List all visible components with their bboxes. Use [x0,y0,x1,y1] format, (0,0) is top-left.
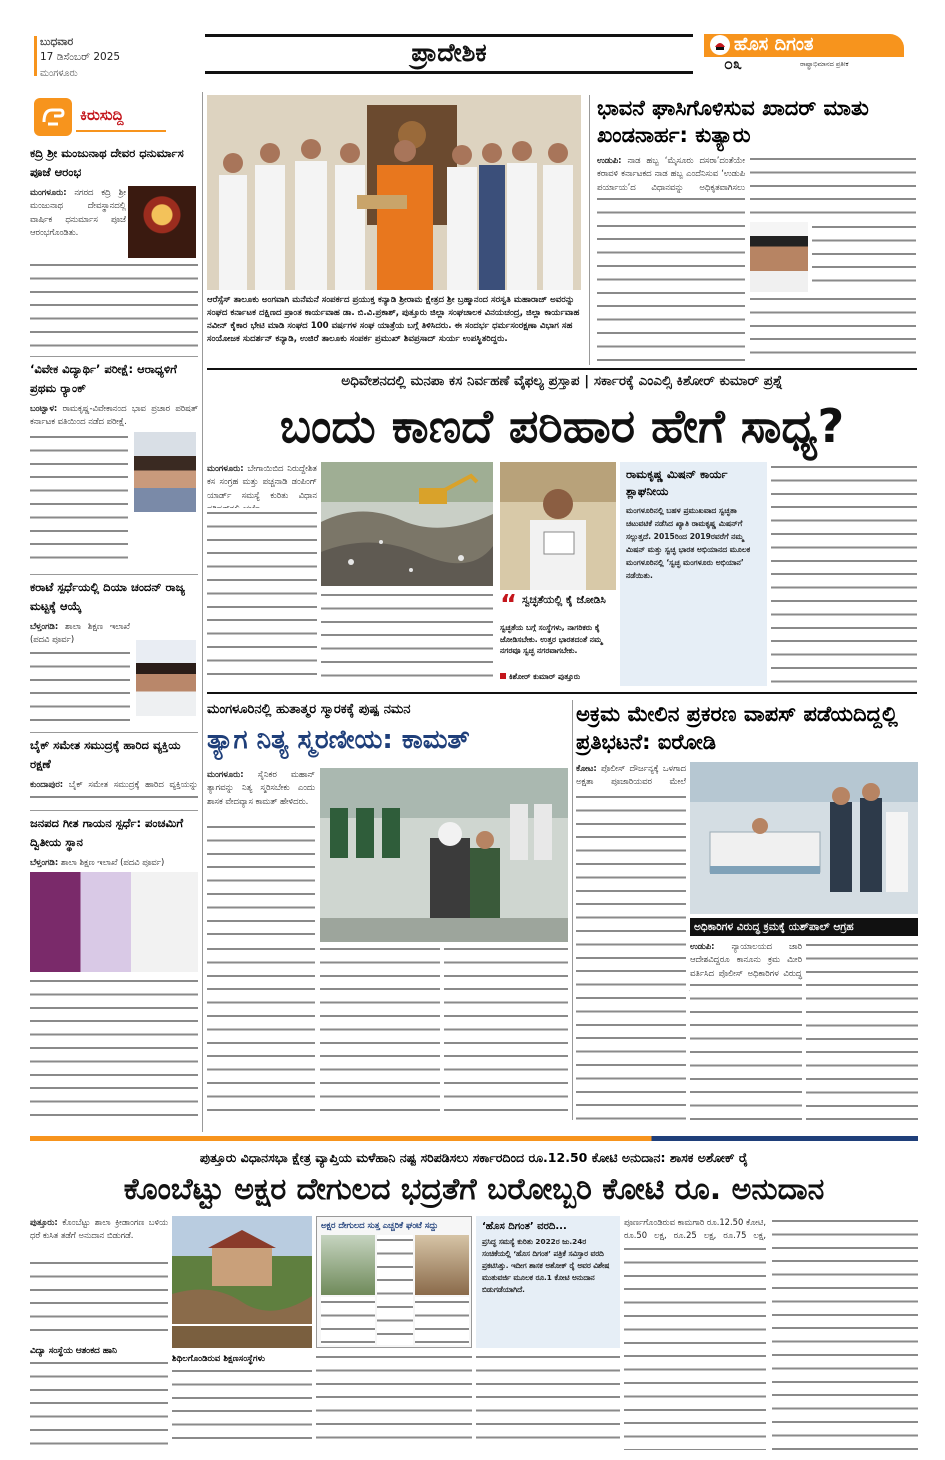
kirusuddi-text-5 [30,976,198,1126]
quote-title: ಸ್ವಚ್ಛತೆಯಲ್ಲಿ ಕೈ ಜೋಡಿಸಿ [522,594,606,606]
kamath-col-2 [320,944,440,1120]
kamath-col-1 [207,822,315,942]
page-number: ೦೩ [724,54,742,73]
yashpal-headline: ಅಧಿಕಾರಿಗಳ ವಿರುದ್ಧ ಕ್ರಮಕ್ಕೆ ಯಶ್‌ಪಾಲ್ ಆಗ್ರಹ [690,918,918,936]
report-box-text: ಪ್ರಸಿದ್ಧ ಸಮಸ್ಯೆ ಕುರಿತು 2022ರ ಜು.24ರ ಸಂಚಿಕೆಯಲ್ಲಿ ‘ಹೊಸ ದಿಗಂತ’ ಪತ್ರಿಕೆ ಸವಿಸ್ತಾರ ವರದಿ ಪ್ರಕಟಿಸಿತ್ತು. ಇದೀಗ ಶಾಸಕ ಅಶೋಕ್ ರೈ ಅವರ ವಿಶೇಷ ಮುತುವರ್ಜಿ ಮೂಲಕ ರೂ.1 ಕೋಟಿ ಅನುದಾನ ಬಿಡುಗಡೆಯಾಗಿದೆ. [482,1237,610,1294]
kirusuddi-headline-1: ಕದ್ರಿ ಶ್ರೀ ಮಂಜುನಾಥ ದೇವರ ಧನುರ್ಮಾಸ ಪೂಜೆ ಆರಂಭ [30,146,184,179]
clipping-photo [321,1235,375,1295]
war-memorial-photo [320,768,568,942]
kamath-col-1b [207,944,315,1120]
kamath-kicker: ಮಂಗಳೂರಿನಲ್ಲಿ ಹುತಾತ್ಮರ ಸ್ಮಾರಕಕ್ಕೆ ಪುಷ್ಪ ನಮನ [207,702,411,717]
kirusuddi-item-5-area [30,1120,198,1130]
bottom-subhead: ವಿದ್ಯಾ ಸಂಸ್ಥೆಯ ಆತಂಕದ ಹಾನಿ [30,1346,117,1356]
kirusuddi-headline-3: ಕರಾಟೆ ಸ್ಪರ್ಧೆಯಲ್ಲಿ ದಿಯಾ ಚಂದನ್ ರಾಜ್ಯ ಮಟ್ಟಕ್ಕೆ ಆಯ್ಕೆ [30,580,185,613]
main-body: ಮಂಗಳೂರು: ಬೇಗಾಯಿಬಿದ ನಿರುದ್ದೇಶಿತ ಕಸ ಸಂಗ್ರಹ ಮತ್ತು ಪಚ್ಚನಾಡಿ ಡಂಪಿಂಗ್ ಯಾರ್ಡ್ ಸಮಸ್ಯೆ ಕುರಿತು ವಿಧಾನ [207,463,317,500]
main-kicker: ಅಧಿವೇಶನದಲ್ಲಿ ಮನಪಾ ಕಸ ನಿರ್ವಹಣೆ ವೈಫಲ್ಯ ಪ್ರಸ್ತಾಪ | ಸರ್ಕಾರಕ್ಕೆ ಎಂಎಲ್ಸಿ ಕಿಶೋರ್ ಕುಮಾರ್ ಪ್ರಶ್ನೆ [341,373,783,389]
old-clipping [316,1216,472,1348]
masthead-date: 17 ಡಿಸೆಂಬರ್ 2025 [40,51,121,63]
quote-byline: ಕಿಶೋರ್ ಕುಮಾರ್ ಪುತ್ತೂರು [500,672,616,682]
paper-name: ಹೊಸ ದಿಗಂತ [734,34,814,55]
rss-visit-caption: ಆರೆಸ್ಸೆಸ್ ತಾಲೂಕು ಅಂಗವಾಗಿ ಮನೆಮನೆ ಸಂಪರ್ಕದ ಪ್ರಯುಕ್ತ ಕನ್ಯಾಡಿ ಶ್ರೀರಾಮ ಕ್ಷೇತ್ರದ ಶ್ರೀ ಬ್ರಹ್ಮಾನಂದ ಸರಸ್ವತಿ ಮಹಾರಾಜ್ ಅವರನ್ನು ಸಂಘದ ಕರ್ನಾಟಕ ದಕ್ಷಿಣದ ಪ್ರಾಂತ ಕಾರ್ಯವಾಹ ಡಾ. ಬಿ.ವಿ.ಪ್ರಕಾಶ್, ಪುತ್ತೂರು ಜಿಲ್ಲಾ ಸಂಘಚಾಲಕ ವಿನಯಚಂದ್ರ, ಜಿಲ್ಲಾ ಕಾರ್ಯವಾಹ ನವೀನ್ ಕೈಕಾರ ಭೇಟಿ ಮಾಡಿ ಸಂಘದ 100 ವರ್ಷಗಳ ಸಂಘ ಯಾತ್ರೆಯ ಬಗ್ಗೆ ತಿಳಿಸಿದರು. ಈ ಸಂದರ್ಭ ಧರ್ಮಸಂರಕ್ಷಣಾ ವಿಭಾಗ ಸಹ ಸಂಯೋಜಕ ಸುದರ್ಶನ್ ಕನ್ಯಾಡಿ, ಉಜಿರೆ ತಾಲೂಕು ಸಂಪರ್ಕ ಪ್ರಮುಖ್ ಶಿವಪ್ರಸಾದ್ ಸುರ್ಯ ಉಪಸ್ಥಿತರಿದ್ದರು. [207,295,580,344]
yashpal-col-1 [690,980,802,1120]
bottom-col-4 [476,1352,620,1450]
khader-col-1 [597,194,745,364]
bottom-col-1b [30,1358,168,1450]
clipping-title: ಅಕ್ಷರ ದೇಗುಲದ ಸುತ್ತ ಎಚ್ಚರಿಕೆ ಘಂಟೆ ಸದ್ದು [321,1220,439,1230]
yashpal-col-2 [806,940,918,1120]
hospital-photo [690,762,918,914]
deity-photo [128,186,196,258]
garbage-dump-photo [321,462,493,586]
lamp-icon [710,35,730,55]
kirusuddi-column [30,92,198,1132]
report-box-title: ‘ಹೊಸ ದಿಗಂತ’ ವರದಿ... [482,1221,567,1232]
main-col-2 [321,590,493,686]
kirusuddi-text-4b [30,792,198,806]
khader-body: ಉಡುಪಿ: ನಾಡ ಹಬ್ಬ ‘ಮೈಸೂರು ದಸರಾ’ದಂತೆಯೇ ಕರಾವಳಿ ಕರ್ನಾಟಕದ ನಾಡ ಹಬ್ಬ ಎಂದೆನಿಸುವ ‘ಉಡುಪಿ ಪರ್ಯಾಯ’ದ ವಿಧಾನವನ್ನು ಅಧಿಕೃತವಾಗಿಸಲು [597,155,745,192]
kirusuddi-headline-4: ಬೈಕ್ ಸಮೇತ ಸಮುದ್ರಕ್ಕೆ ಹಾರಿದ ವ್ಯಕ್ತಿಯ ರಕ್ಷಣೆ [30,738,181,771]
hosadiganta-report-box [476,1216,620,1348]
rule-mid [572,700,573,1120]
bottom-headline: ಕೊಂಬೆಟ್ಟು ಅಕ್ಷರ ದೇಗುಲದ ಭದ್ರತೆಗೆ ಬರೋಬ್ಬರಿ ಕೋಟಿ ರೂ. ಅನುದಾನ [123,1172,825,1207]
rule-top [589,95,590,365]
kirusuddi-body-4: ಕುಂದಾಪುರ: ಬೈಕ್ ಸಮೇತ ಸಮುದ್ರಕ್ಕೆ ಹಾರಿದ ವ್ಯಕ್ತಿಯನ್ನು [30,779,198,789]
kirusuddi-headline-5-text: ಜನಪದ ಗೀತ ಗಾಯನ ಸ್ಪರ್ಧೆ: ಪಂಚಮಿಗೆ ದ್ವಿತೀಯ ಸ್ಥಾನ [30,816,184,849]
bottom-col-5 [624,1244,766,1450]
khader-col-2c [750,294,916,364]
khader-col-2b [812,222,916,292]
bottom-kicker: ಪುತ್ತೂರು ವಿಧಾನಸಭಾ ಕ್ಷೇತ್ರ ವ್ಯಾಪ್ತಿಯ ಮಳೆಹಾನಿ ನಷ್ಟ ಸರಿಪಡಿಸಲು ಸರ್ಕಾರದಿಂದ ರೂ.12.50 ಕೋಟಿ ಅನುದಾನ: ಶಾಸಕ ಅಶೋಕ್ ರೈ [199,1150,749,1165]
award-photo [30,872,198,972]
top-divider [207,368,917,370]
date-block [40,36,150,79]
bottom-col-2 [172,1366,312,1450]
kirusuddi-text-2 [30,432,128,570]
paper-logo [704,34,904,74]
bottom-col-3 [316,1352,472,1450]
quote-text: ಸ್ವಚ್ಛತೆಯ ಬಗ್ಗೆ ಸಂಸ್ಥೆಗಳು, ನಾಗರಿಕರು ಕೈ ಜೋಡಿಸಬೇಕು. ಉತ್ತರ ಭಾರತದಂತೆ ನಮ್ಮ ನಗರವೂ ಸ್ವಚ್ಛ ನಗರವಾಗಬೇಕು. [500,623,603,655]
ivan-body: ಕೋಟ: ಪೊಲೀಸ್ ದೌರ್ಜನ್ಯಕ್ಕೆ ಒಳಗಾದ ಅಕ್ಷತಾ ಪೂಜಾರಿಯವರ ಮೇಲೆ [576,763,686,787]
khader-headline: ಭಾವನೆ ಘಾಸಿಗೊಳಿಸುವ ಖಾದರ್ ಮಾತು ಖಂಡನಾರ್ಹ: ಕುತ್ಯಾರು [597,96,869,147]
kirusuddi-headline-2: ‘ವಿವೇಕ ವಿದ್ಯಾರ್ಥಿ’ ಪರೀಕ್ಷೆ: ಆರಾಧ್ಯಳಿಗೆ ಪ್ರಥಮ ರ‍್ಯಾಂಕ್ [30,362,177,395]
hill-erosion-photo [172,1326,312,1348]
kirusuddi-body-5: ಬೆಳ್ತಂಗಡಿ: ಶಾಲಾ ಶಿಕ್ಷಣ ಇಲಾಖೆ (ಪದವಿ ಪೂರ್ವ) [30,857,165,867]
kishore-photo [500,462,616,590]
bottom-amounts: ಪೂರ್ಣಗೊಂಡಿರುವ ಕಾಮಗಾರಿ ರೂ.12.50 ಕೋಟಿ, ರೂ.50 ಲಕ್ಷ, ರೂ.25 ಲಕ್ಷ, ರೂ.75 ಲಕ್ಷ, [624,1217,766,1241]
quote-box [500,592,616,686]
quote-mark-icon: “ [500,590,518,620]
main-headline: ಬಂದು ಕಾಣದೆ ಪರಿಹಾರ ಹೇಗೆ ಸಾಧ್ಯ? [279,399,845,453]
main-col-5 [771,462,917,686]
main-col-1 [207,508,317,686]
bottom-col-1 [30,1258,168,1342]
ivan-headline: ಅಕ್ರಮ ಮೇಲಿನ ಪ್ರಕರಣ ವಾಪಸ್ ಪಡೆಯದಿದ್ದಲ್ಲಿ ಪ್ರತಿಭಟನೆ: ಐರೋಡಿ [576,702,898,754]
kamath-col-3 [444,944,568,1120]
kamath-body: ಮಂಗಳೂರು: ಸೈನಿಕರ ಮಹಾನ್ ತ್ಯಾಗವನ್ನು ನಿತ್ಯ ಸ್ಮರಿಸಬೇಕು ಎಂದು ಶಾಸಕ ವೇದವ್ಯಾಸ ಕಾಮತ್ ಹೇಳಿದರು. [207,769,315,806]
kirusuddi-text-1 [30,260,198,354]
kirusuddi-text-3 [30,648,130,728]
mid-divider [207,692,917,694]
ramakrishna-text: ಮಂಗಳೂರಿನಲ್ಲಿ ಬಹಳ ಪ್ರಮುಖವಾದ ಸ್ವಚ್ಛತಾ ಚಟುವಟಿಕೆ ನಡೆಸಿದ ಖ್ಯಾತಿ ರಾಮಕೃಷ್ಣ ಮಿಷನ್‌ಗೆ ಸಲ್ಲುತ್ತದೆ. 2015ರಿಂದ 2019ರವರೆಗೆ ನಮ್ಮ ಮಿಷನ್ ಮತ್ತು ಸ್ವಚ್ಛ ಭಾರತ ಅಭಿಯಾನದ ಮೂಲಕ ಮಂಗಳೂರಿನಲ್ಲಿ ‘ಸ್ವಚ್ಛ ಮಂಗಳೂರು ಅಭಿಯಾನ’ ನಡೆಯಿತು. [626,506,751,580]
clipping-photo-2 [415,1235,469,1295]
paper-tagline: ರಾಷ್ಟ್ರಾಭಿಮಾನದ ಪ್ರತೀಕ [800,60,849,68]
ramakrishna-title: ರಾಮಕೃಷ್ಣ ಮಿಷನ್ ಕಾರ್ಯ ಶ್ಲಾಘನೀಯ [626,467,728,498]
kirusuddi-label: ಕಿರುಸುದ್ದಿ [80,106,124,124]
rule-left [202,92,203,1132]
ramakrishna-box [620,462,767,686]
kamath-headline: ತ್ಯಾಗ ನಿತ್ಯ ಸ್ಮರಣೀಯ: ಕಾಮತ್ [207,725,470,755]
kirusuddi-body-3: ಬೆಳ್ತಂಗಡಿ: ಶಾಲಾ ಶಿಕ್ಷಣ ಇಲಾಖೆ (ಪದವಿ ಪೂರ್ವ) [30,621,130,645]
yashpal-body: ಉಡುಪಿ: ನ್ಯಾಯಾಲಯದ ಜಾರಿ ಆದೇಶವಿದ್ದರೂ ಕಾನೂನು ಕ್ರಮ ಮೀರಿ ವರ್ತಿಸಿದ ಪೊಲೀಸ್ ಅಧಿಕಾರಿಗಳ ವಿರುದ್ಧ [690,941,802,978]
bottom-col-6 [772,1216,918,1450]
section-title: ಪ್ರಾದೇಶಿಕ [411,38,487,67]
masthead-day: ಬುಧವಾರ [40,36,74,48]
school-building-photo [172,1216,312,1324]
section-banner [205,34,693,74]
rss-visit-photo [207,95,581,290]
bottom-subhead-2: ಶಿಥಿಲಗೊಂಡಿರುವ ಶಿಕ್ಷಣಸಂಸ್ಥೆಗಳು [172,1354,265,1364]
bottom-accent-bar [30,1136,918,1141]
masthead [0,0,945,90]
bottom-body: ಪುತ್ತೂರು: ಕೊಂಬೆಟ್ಟು ಶಾಲಾ ಕ್ರೀಡಾಂಗಣ ಬಳಿಯ ಧರೆ ಕುಸಿತ ತಡೆಗೆ ಅನುದಾನ ಬಿಡುಗಡೆ. [30,1217,168,1241]
hand-icon [34,98,72,136]
khader-col-2 [750,154,916,220]
kutyar-portrait [750,222,808,292]
kirusuddi-body-1: ಮಂಗಳೂರು: ನಗರದ ಕದ್ರಿ ಶ್ರೀ ಮಂಜುನಾಥ ದೇವಸ್ಥಾನದಲ್ಲಿ ವಾರ್ಷಿಕ ಧನುರ್ಮಾಸ ಪೂಜೆ ಆರಂಭಗೊಂಡಿತು. [30,187,126,238]
student-photo-1 [134,432,196,512]
masthead-city: ಮಂಗಳೂರು [40,68,78,79]
student-photo-2 [136,640,196,716]
ivan-col-1 [576,792,686,1120]
kirusuddi-body-2: ಬಂಟ್ವಾಳ: ರಾಮಕೃಷ್ಣ-ವಿವೇಕಾನಂದ ಭಾವ ಪ್ರಚಾರ ಪರಿಷತ್ ಕರ್ನಾಟಕ ವತಿಯಿಂದ ನಡೆದ ಪರೀಕ್ಷೆ. [30,403,198,427]
kirusuddi-badge [34,98,166,136]
yashpal-box [690,918,918,1120]
